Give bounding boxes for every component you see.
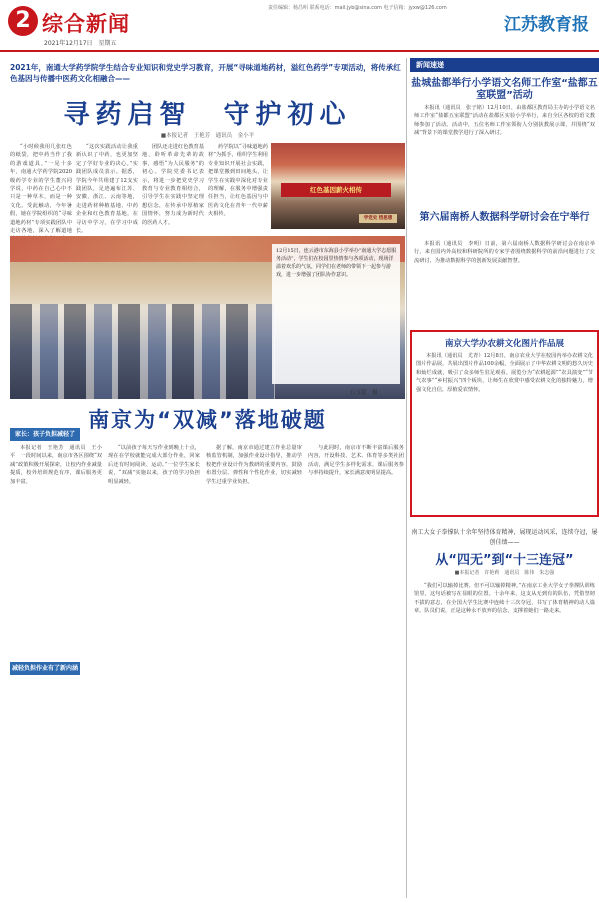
masthead <box>0 0 599 58</box>
brief1-text: 本报讯（通讯员 张子铭）12月10日，由盐都区教育局主办的小学语文名师工作室“盐都五室联盟”活动在盐都区实验小学举行，来自全区各校的语文教师参加了活动。活动中，五位名师工作室领衔人分别执教展示课，并围绕“双减”背景下的课堂教学进行了深入研讨。 <box>414 105 595 137</box>
top-story-col3: 团队还走进红色教育基地，聆听革命先辈的故事，感悟“为人民服务”的初心。学院党委书记表示，将进一步把党史学习教育与专业教育相结合，引导学生在实践中坚定理想信念，在传承中厚植家国情怀，努力成为新时代的医药人才。 <box>142 144 204 226</box>
second-story-col3: 据了解，南京市通过建立作业总量审核监管机制，加强作业设计指导，推动学校把作业设计作为教研的重要内容，鼓励布置分层、弹性和个性化作业，切实减轻学生过重学业负担。 <box>206 445 302 485</box>
feature-subheadline: 南工大女子拳撑队十余年坚持体育精神，展现运动风采，连续夺冠，屡创佳绩—— <box>411 529 598 546</box>
issue-date: 2021年12月17日 星期五 <box>44 40 117 47</box>
news-brief-header: 新闻速递 <box>410 58 599 72</box>
top-story-photo <box>271 143 405 229</box>
photo-credit: 石玉超 摄 <box>350 390 378 396</box>
photo-caption: 12月15日，连云港市东海县小学举办“南通大学志愿服务活动”，学生们在校园里热情参与各项活动，现场洋溢着欢乐的气氛，同学们在老师的带领下一起参与游戏，进一步增强了团队协作意识。 <box>276 248 397 278</box>
header-rule <box>0 50 599 52</box>
feature-headline: 从“四无”到“十三连冠” <box>435 553 574 568</box>
newspaper-logo: 江苏教育报 <box>504 15 589 35</box>
photo-students <box>10 304 275 399</box>
top-story-subheadline: 2021年，南通大学药学院学生结合专业知识和党史学习教育，开展“寻味道地药材，溢红色药学”专项活动，将传承红色基因与传播中医药文化相融合—— <box>10 63 401 83</box>
editor-info: 责任编辑：杨昌明 联系电话：mail.jyb@sina.com 电子信箱：jyxw@126.com <box>268 5 447 11</box>
top-story-col1: “小时候我用几张红色的纸袋，把中药当作了我的游戏道具。”一晃十多年，南通大学药学院2020级药学专业的学生董兴同学说，中药在自己心中不只是一种草木，而是一种文化。受此触动，今年暑假，她在学院组织的“寻味道地药材”专项实践团队中走访各地，深入了解道地 <box>10 144 72 235</box>
second-story-label: 家长：孩子负担减轻了 <box>10 428 80 441</box>
second-story-label-2: 减轻负担作业有了新内涵 <box>10 662 80 675</box>
photo-small-banner: 学党史 悟思想 <box>359 214 397 223</box>
feature-byline: ■本报记者 许艳莉 通讯员 陈伟 朱志强 <box>454 570 555 576</box>
second-story-headline: 南京为“双减”落地破题 <box>88 408 327 432</box>
brief2-headline: 第六届南桥人数据科学研讨会在宁举行 <box>419 212 590 223</box>
feature-text: “我们可以输掉比赛，但不可以输掉精神。”在南京工业大学女子拳撑队训练馆里，这句话被写在显眼的位置。十余年来，这支从无到有的队伍，凭借坚韧不拔的意志，在全国大学生比赛中连续十三次夺冠，书写了体育精神的动人篇章。队员们说，正是这种永不放弃的信念，支撑着她们一路走来。 <box>414 583 595 615</box>
page-number: 2 <box>8 6 38 36</box>
top-story-headline: 寻药启智 守护初心 <box>63 100 352 130</box>
highlighted-article-headline: 南京大学办农耕文化图片作品展 <box>444 339 564 349</box>
highlighted-article-text: 本报讯（通讯员 尤青）12月8日，南京农业大学在校园内举办农耕文化图片作品展，共展出图片作品100余幅，全面展示了中华农耕文明的悠久历史和灿烂成就，吸引了众多师生驻足观看。展览分为“农耕起源”“农具演变”“节气农事”“乡村振兴”四个板块，让师生在欣赏中感受农耕文化的独特魅力，增强文化自信，厚植爱农情怀。 <box>416 353 593 393</box>
brief2-text: 本报讯（通讯员 李明）日前，第六届南桥人数据科学研讨会在南京举行，来自国内外高校和科研院所的专家学者围绕数据科学的前沿问题进行了交流研讨，为推动数据科学的创新发展贡献智慧。 <box>414 241 595 264</box>
top-story-col4: 药学院以“寻味道地药材”为抓手，组织学生利用专业知识开展社会实践，把课堂搬到田间地头，让学生在实践中深化对专业的理解，在服务中增强责任担当，让红色基因与中医药文化在青年一代中薪火相传。 <box>208 144 268 218</box>
brief1-headline: 盐城盐都举行小学语文名师工作室“盐都五室联盟”活动 <box>411 78 598 101</box>
second-story-col2: “以前孩子每天写作业到晚上十点，现在在学校就能完成大部分作业，回家后还有时间阅读、运动。”一位学生家长说，“双减”实施以来，孩子的学习负担明显减轻。 <box>108 445 200 485</box>
second-story-col4: 与此同时，南京市不断丰富课后服务内容，开设科技、艺术、体育等多类社团活动，满足学生多样化需求，课后服务参与率持续提升，家长满意度明显提高。 <box>308 445 404 477</box>
top-story-col2: “这次实践活动让我重新认识了中药，也更加坚定了学好专业的决心。”实践团队成员表示。据悉，学院今年共组建了12支实践团队，足迹遍布江苏、安徽、浙江、云南等地，走进药材种植基地、中药企业和红色教育基地，在寻访中学习，在学习中成长。 <box>76 144 138 235</box>
section-title: 综合新闻 <box>42 12 130 36</box>
photo-banner: 红色基因薪火相传 <box>281 183 391 197</box>
top-story-byline: ■本报记者 王艳芳 通讯员 金小平 <box>160 133 255 139</box>
second-story-col1: 本报记者 王艳芳 通讯员 王小平 一段时间以来，南京市各区围绕“双减”政策积极开展探索，让校内作业减量提质，校外培训规范有序，课后服务更加丰富。 <box>10 445 102 485</box>
column-divider <box>406 58 407 898</box>
